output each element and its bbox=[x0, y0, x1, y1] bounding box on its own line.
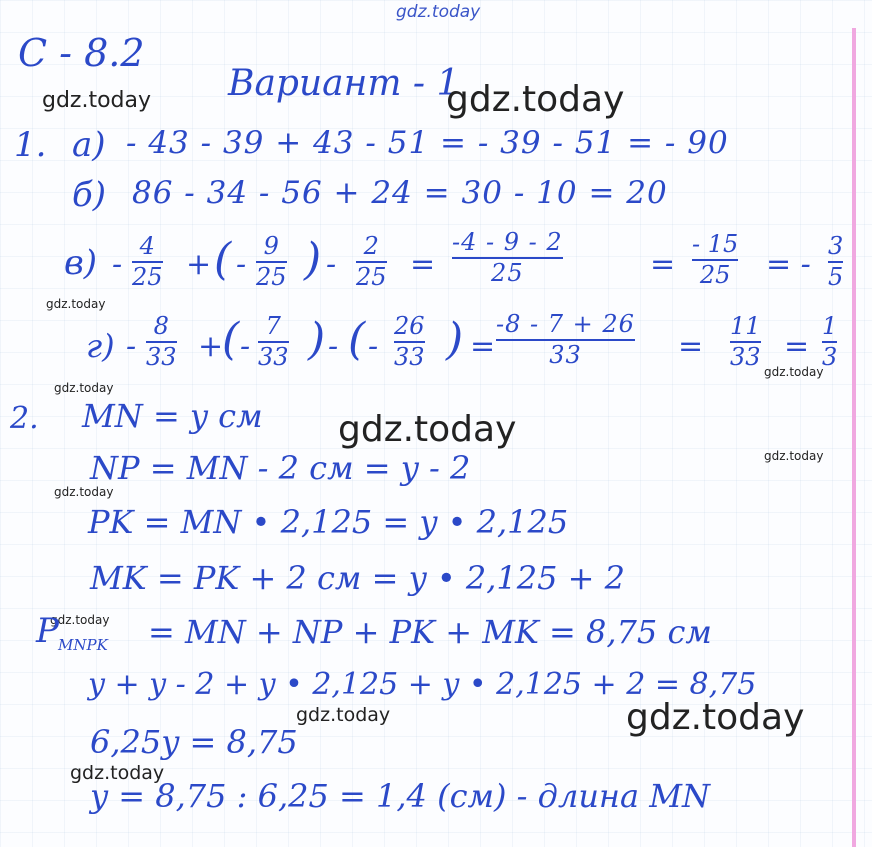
minus-sign: - bbox=[126, 329, 137, 364]
denominator: 5 bbox=[828, 263, 844, 292]
denominator: 33 bbox=[146, 343, 177, 372]
fraction bbox=[258, 314, 289, 370]
fraction bbox=[822, 314, 837, 370]
denominator: 25 bbox=[356, 263, 387, 292]
equals-minus: = - bbox=[766, 247, 811, 282]
perimeter-symbol: P bbox=[36, 611, 59, 651]
equals-sign: = bbox=[678, 329, 704, 364]
watermark: gdz.today bbox=[764, 365, 824, 379]
watermark: gdz.today bbox=[626, 697, 805, 738]
numerator: 9 bbox=[263, 232, 279, 260]
numerator: 8 bbox=[153, 312, 169, 340]
minus-sign: - bbox=[240, 329, 251, 364]
fraction bbox=[730, 314, 761, 370]
task2-line2: NP = MN - 2 см = y - 2 bbox=[90, 449, 471, 487]
task2-line8: y = 8,75 : 6,25 = 1,4 (см) - длина MN bbox=[90, 777, 711, 815]
minus-sign: - bbox=[112, 247, 123, 282]
denominator: 33 bbox=[394, 343, 425, 372]
denominator: 33 bbox=[549, 341, 582, 370]
fraction bbox=[146, 314, 177, 370]
fraction bbox=[356, 234, 387, 290]
fraction bbox=[452, 230, 563, 286]
perimeter-subscript: MNPK bbox=[58, 636, 108, 654]
numerator: 1 bbox=[822, 312, 838, 340]
minus-sign: - bbox=[326, 247, 337, 282]
task1b-label: б) bbox=[72, 175, 107, 215]
task2-number: 2. bbox=[10, 401, 39, 436]
equals-sign: = bbox=[470, 329, 496, 364]
watermark: gdz.today bbox=[70, 762, 165, 784]
watermark: gdz.today bbox=[296, 704, 391, 726]
fraction bbox=[256, 234, 287, 290]
watermark: gdz.today bbox=[338, 409, 517, 450]
numerator: 3 bbox=[828, 232, 844, 260]
task2-line1: MN = y см bbox=[82, 397, 263, 435]
minus-sign: - bbox=[368, 329, 379, 364]
numerator: 26 bbox=[394, 312, 425, 340]
margin-line bbox=[852, 28, 856, 847]
task1a-label: а) bbox=[72, 125, 106, 165]
section-number: С - 8.2 bbox=[18, 31, 145, 75]
equals-sign: = bbox=[650, 247, 676, 282]
task1a-expression: - 43 - 39 + 43 - 51 = - 39 - 51 = - 90 bbox=[126, 125, 729, 161]
plus-sign: + bbox=[198, 329, 224, 364]
watermark: gdz.today bbox=[46, 297, 106, 311]
watermark: gdz.today bbox=[42, 88, 152, 113]
watermark: gdz.today bbox=[764, 449, 824, 463]
paren-open: ( bbox=[348, 314, 366, 365]
fraction bbox=[394, 314, 425, 370]
equals-sign: = bbox=[410, 247, 436, 282]
plus-sign: + bbox=[186, 247, 212, 282]
denominator: 25 bbox=[132, 263, 163, 292]
paren-close: ) bbox=[308, 314, 326, 365]
paren-close: ) bbox=[304, 234, 322, 285]
fraction bbox=[692, 232, 738, 288]
numerator: 2 bbox=[363, 232, 379, 260]
denominator: 33 bbox=[730, 343, 761, 372]
task1g-label: г) bbox=[86, 327, 115, 365]
task1v-label: в) bbox=[64, 243, 98, 283]
equals-sign: = bbox=[784, 329, 810, 364]
denominator: 25 bbox=[491, 259, 524, 288]
fraction bbox=[828, 234, 843, 290]
task1-number: 1. bbox=[14, 125, 47, 165]
numerator: 7 bbox=[265, 312, 281, 340]
task1b-expression: 86 - 34 - 56 + 24 = 30 - 10 = 20 bbox=[132, 175, 668, 211]
minus-sign: - bbox=[236, 247, 247, 282]
paren-open: ( bbox=[222, 314, 240, 365]
numerator: - 15 bbox=[692, 230, 739, 258]
paren-open: ( bbox=[214, 234, 232, 285]
task2-line3: PK = MN • 2,125 = y • 2,125 bbox=[88, 503, 569, 541]
watermark: gdz.today bbox=[54, 381, 114, 395]
task2-line7: 6,25y = 8,75 bbox=[90, 723, 298, 761]
task2-line6: y + y - 2 + y • 2,125 + y • 2,125 + 2 = 8,75 bbox=[88, 667, 757, 702]
numerator: 11 bbox=[730, 312, 761, 340]
minus-sign: - bbox=[328, 329, 339, 364]
task2-line4: MK = PK + 2 см = y • 2,125 + 2 bbox=[90, 559, 625, 597]
watermark-top: gdz.today bbox=[396, 2, 481, 22]
paren-close: ) bbox=[446, 314, 464, 365]
denominator: 33 bbox=[258, 343, 289, 372]
numerator: 4 bbox=[139, 232, 155, 260]
denominator: 25 bbox=[699, 261, 731, 290]
fraction bbox=[496, 312, 635, 368]
task2-line5: = MN + NP + PK + MK = 8,75 см bbox=[148, 613, 712, 651]
variant-title: Вариант - 1 bbox=[228, 63, 460, 104]
numerator: -4 - 9 - 2 bbox=[452, 228, 563, 256]
denominator: 3 bbox=[822, 343, 838, 372]
fraction bbox=[132, 234, 163, 290]
watermark: gdz.today bbox=[50, 613, 110, 627]
watermark: gdz.today bbox=[446, 79, 625, 120]
denominator: 25 bbox=[256, 263, 287, 292]
numerator: -8 - 7 + 26 bbox=[496, 310, 635, 338]
watermark: gdz.today bbox=[54, 485, 114, 499]
